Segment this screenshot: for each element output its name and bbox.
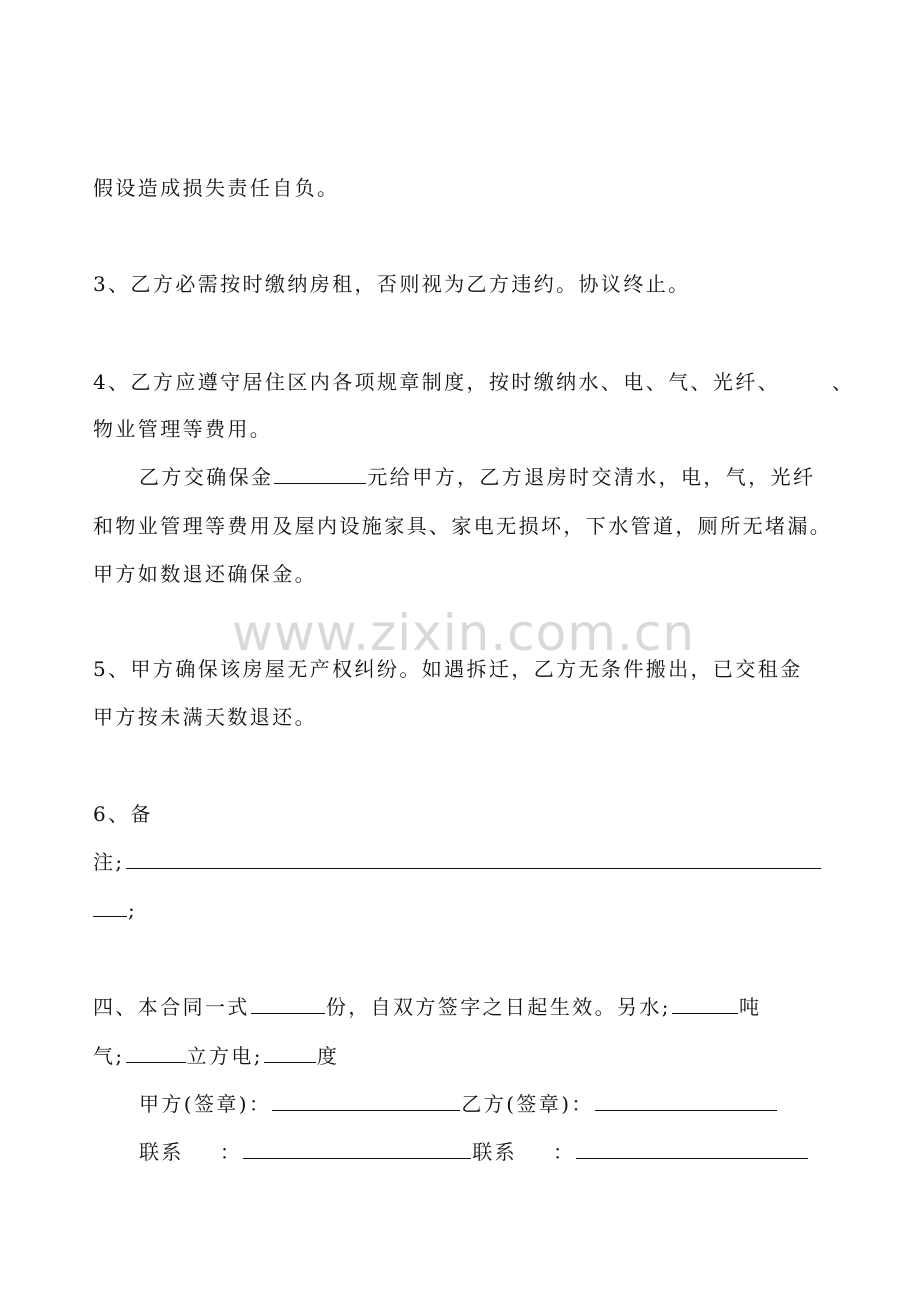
party-b-contact-colon: ： [553, 1140, 576, 1164]
gas-unit-electric-label: 立方电; [186, 1044, 263, 1068]
watermark-text: www.zixin.com.cn [232, 604, 696, 662]
party-b-contact-label: 联系 [472, 1140, 518, 1164]
clause-5-text: 5、甲方确保该房屋无产权纠纷。如遇拆迁，乙方无条件搬出，已交租金 [93, 657, 803, 681]
deposit-amount-blank[interactable] [274, 467, 366, 484]
section-4-text-1: 四、本合同一式 [93, 995, 250, 1019]
clause-4-text-cont: 物业管理等费用。 [93, 417, 273, 441]
party-b-sign-blank[interactable] [595, 1094, 777, 1111]
remarks-label: 注; [93, 850, 125, 874]
clause-6-text: 6、备 [93, 802, 153, 826]
liability-text: 假设造成损失责任自负。 [93, 176, 340, 200]
clause-6-line2 [93, 850, 822, 874]
party-a-contact-label: 联系 [139, 1140, 184, 1164]
section-4-line2 [93, 1044, 339, 1068]
section-4-line1 [93, 995, 761, 1019]
watermark [232, 604, 695, 662]
party-b-sign-label: 乙方(签章)： [461, 1092, 594, 1116]
clause-4-text: 4、乙方应遵守居住区内各项规章制度，按时缴纳水、电、气、光纤、 [93, 370, 781, 394]
clause-3 [93, 272, 691, 296]
party-a-contact-blank[interactable] [243, 1142, 471, 1159]
clause-4-tail-text: 、 [832, 370, 855, 394]
clause-4-tail [832, 370, 854, 394]
electric-reading-blank[interactable] [264, 1046, 316, 1063]
contact-line [139, 1140, 809, 1164]
electric-unit: 度 [316, 1044, 340, 1068]
party-a-sign-label: 甲方(签章)： [139, 1092, 272, 1116]
copies-blank[interactable] [251, 997, 325, 1014]
deposit-text-1: 乙方交确保金 [139, 465, 274, 489]
clause-4-line1 [93, 370, 780, 394]
clause-5-line2 [93, 705, 317, 729]
deposit-text-4: 甲方如数退还确保金。 [93, 562, 317, 586]
remarks-blank-cont[interactable] [93, 900, 127, 917]
water-reading-blank[interactable] [672, 997, 738, 1014]
gas-reading-blank[interactable] [126, 1046, 186, 1063]
clause-4-line2 [93, 417, 272, 441]
deposit-line1 [139, 465, 815, 489]
party-a-sign-blank[interactable] [272, 1094, 460, 1111]
paragraph-liability [93, 176, 339, 200]
water-unit: 吨 [738, 995, 762, 1019]
party-b-contact-blank[interactable] [576, 1142, 808, 1159]
deposit-text-3: 和物业管理等费用及屋内设施家具、家电无损坏，下水管道，厕所无堵漏。 [93, 514, 833, 538]
party-a-contact-colon: ： [219, 1140, 243, 1164]
clause-3-text: 3、乙方必需按时缴纳房租，否则视为乙方违约。协议终止。 [93, 272, 691, 296]
deposit-line3 [93, 562, 317, 586]
signature-line [139, 1092, 778, 1116]
clause-6-line1 [93, 802, 153, 826]
clause-5-text-cont: 甲方按未满天数退还。 [93, 705, 317, 729]
deposit-text-2: 元给甲方，乙方退房时交清水，电，气，光纤 [367, 465, 816, 489]
remarks-end: ; [128, 898, 138, 922]
remarks-blank[interactable] [126, 852, 821, 869]
section-4-text-2: 份，自双方签字之日起生效。另水; [325, 995, 671, 1019]
clause-6-line3 [93, 898, 137, 922]
clause-5-line1 [93, 657, 803, 681]
deposit-line2 [93, 514, 832, 538]
gas-label: 气; [93, 1044, 125, 1068]
